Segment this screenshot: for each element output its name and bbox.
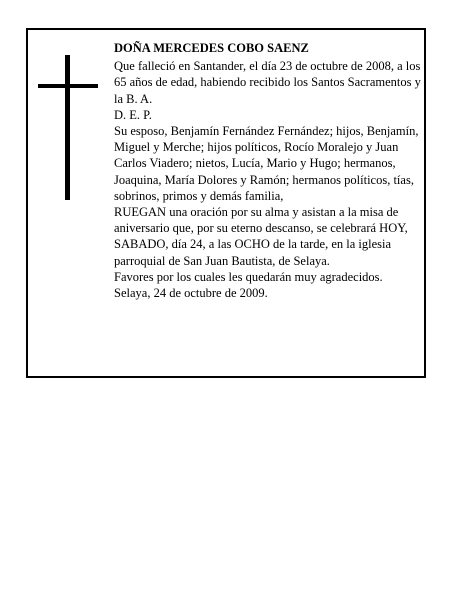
family-list: Su esposo, Benjamín Fernández Fernández; hijos, Benjamín, Miguel y Merche; hijos políticos, Rocío Moralejo y Juan Carlos Viadero; nietos, Lucía, Mario y Hugo; hermanos, Joaquina, María Dolores y Ramón; hermanos políticos, tías, sobrinos, primos y demás familia, — [114, 124, 419, 203]
cross-icon — [38, 55, 98, 200]
cross-vertical-bar — [65, 55, 70, 200]
place-date-line: Selaya, 24 de octubre de 2009. — [114, 286, 268, 301]
rip-line: D. E. P. — [114, 107, 152, 122]
obituary-notice — [26, 28, 426, 378]
deceased-name: DOÑA MERCEDES COBO SAENZ — [114, 41, 309, 55]
thanks-line: Favores por los cuales les quedarán muy agradecidos. — [114, 269, 383, 284]
notice-body — [114, 40, 422, 301]
death-announcement: Que falleció en Santander, el día 23 de octubre de 2008, a los 65 años de edad, habiendo recibido los Santos Sacramentos y la B. A. — [114, 59, 421, 106]
cross-horizontal-bar — [38, 84, 98, 88]
mass-announcement: RUEGAN una oración por su alma y asistan a la misa de aniversario que, por su eterno descanso, se celebrará HOY, SABADO, día 24, a las OCHO de la tarde, en la iglesia parroquial de San Juan Bautista, de Selaya. — [114, 205, 408, 268]
